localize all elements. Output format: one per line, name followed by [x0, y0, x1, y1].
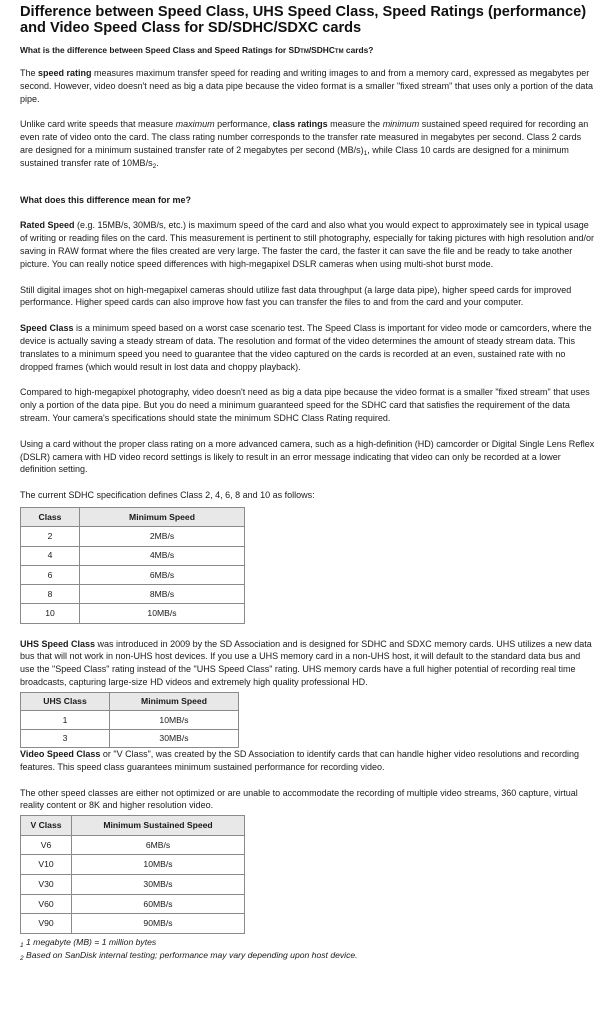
paragraph-proper-class: Using a card without the proper class rating on a more advanced camera, such as a high-definition (HD) camcorder or Digital Single Lens Reflex (DSLR) camera with HD video record settings is likely to result in an error message indicating that video can only be recorded at a lower definition setting.: [20, 438, 595, 475]
term-class-ratings: class ratings: [272, 119, 328, 130]
text: is a minimum speed based on a worst case scenario test. The Speed Class is important for video mode or camcorders, where the device is actually saving a steady stream of data. The resolution and format of the video determines the amount of steady stream data. This translates to a minimum speed you need to guarantee that the video captured on the cards is recorded at an even, sustained rate with no dropped frames (which would result in lost data and choppy playback).: [20, 323, 592, 372]
table-row: [21, 546, 245, 565]
table-cell: 10MB/s: [72, 855, 245, 875]
table-cell: V30: [21, 875, 72, 895]
term-speed-rating: speed rating: [38, 67, 92, 78]
speed-class-table: [20, 507, 245, 624]
table-row: [21, 855, 245, 875]
video-class-table: [20, 815, 245, 934]
paragraph-sdhc-spec: The current SDHC specification defines Class 2, 4, 6, 8 and 10 as follows:: [20, 490, 315, 501]
text: , while Class 10 cards are designed for a minimum sustained transfer rate of 10MB/s: [20, 144, 569, 168]
question-text: What is the difference between Speed Class and Speed Ratings for SD: [20, 45, 301, 56]
table-cell: 6: [21, 565, 80, 584]
trademark-mark: TM: [334, 49, 344, 56]
table-cell: 10MB/s: [80, 604, 245, 623]
term-video-speed-class: Video Speed Class: [20, 749, 101, 760]
table-header-row: [21, 692, 239, 710]
table-cell: 10MB/s: [110, 711, 239, 729]
column-header-minimum-sustained-speed: Minimum Sustained Speed: [72, 816, 245, 836]
question-difference: [20, 44, 596, 59]
table-cell: 8MB/s: [80, 585, 245, 604]
paragraph-speed-class: [20, 322, 596, 373]
footnote-mark: 2: [20, 954, 24, 962]
column-header-minimum-speed: Minimum Speed: [80, 507, 245, 526]
table-cell: 90MB/s: [72, 914, 245, 934]
footnote-ref-2: 2: [152, 162, 157, 170]
emphasis-minimum: minimum: [382, 119, 420, 130]
trademark-mark: TM: [300, 49, 309, 56]
text: .: [156, 157, 159, 168]
table-row: [21, 835, 245, 855]
paragraph-video-comparison: Compared to high-megapixel photography, video doesn't need as big a data pipe because the video format is a smaller "fixed stream" that uses only a portion of the data pipe. But you do need a minimum guaranteed speed for the SDHC card that satisfies the requirement of the data stream. Your camera's specifications should state the minimum SDHC Class Rating required.: [20, 387, 590, 423]
emphasis-maximum: maximum: [175, 119, 215, 130]
paragraph-other-classes: The other speed classes are either not optimized or are unable to accommodate the recording of multiple video streams, 360 capture, virtual reality content or 8K and higher resolution video.: [20, 787, 578, 811]
table-row: [21, 914, 245, 934]
table-row: [21, 527, 245, 546]
paragraph-still-images: Still digital images shot on high-megapixel cameras should utilize fast data throughput (a large data pipe), higher speed cards for improved performance. Higher speed cards can also improve how fast you can transfer the files to and from the card and your computer.: [20, 284, 572, 308]
column-header-uhs-class: UHS Class: [21, 692, 110, 710]
term-uhs-speed-class: UHS Speed Class: [20, 638, 96, 649]
term-rated-speed: Rated Speed: [20, 220, 75, 231]
table-cell: 1: [21, 711, 110, 729]
table-header-row: [21, 816, 245, 836]
table-row: [21, 565, 245, 584]
table-row: [21, 604, 245, 623]
table-cell: V90: [21, 914, 72, 934]
paragraph-speed-rating: [20, 67, 596, 105]
question-meaning: What does this difference mean for me?: [20, 194, 192, 205]
question-text-suffix: cards?: [343, 45, 374, 56]
table-row: [21, 711, 239, 729]
text: sustained speed required for recording an even rate of video onto the card. The class rating number corresponds to the transfer rate measured in megabytes per second. Class 2 cards are designed for a minimum sustained transfer rate of 2 megabytes per second (MB/s): [20, 119, 589, 155]
table-cell: V60: [21, 894, 72, 914]
table-cell: 30MB/s: [72, 875, 245, 895]
table-cell: 4MB/s: [80, 546, 245, 565]
text: performance,: [214, 119, 273, 130]
table-row: [21, 729, 239, 747]
text: measure the: [327, 119, 383, 130]
paragraph-uhs-speed-class: [20, 638, 596, 689]
table-cell: 60MB/s: [72, 894, 245, 914]
table-cell: 8: [21, 585, 80, 604]
table-cell: 3: [21, 729, 110, 747]
footnote-mark: 1: [20, 941, 24, 949]
question-text-mid: /SDHC: [308, 45, 335, 56]
table-header-row: [21, 507, 245, 526]
footnote-text: Based on SanDisk internal testing; performance may vary depending upon host device.: [23, 949, 358, 960]
uhs-class-table: [20, 692, 239, 748]
footnote-2: [20, 949, 596, 962]
text: was introduced in 2009 by the SD Association and is designed for SDHC and SDXC memory cards. UHS utilizes a new data bus that will not work in non-UHS host devices. If you use a UHS memory card in a non-UHS host, it will default to the standard data bus and use the "Speed Class" rating instead of the "UHS Speed Class" rating. UHS memory cards have a full higher potential of recording real time broadcasts, capturing large-size HD videos and extremely high quality professional HD.: [20, 638, 592, 688]
text: (e.g. 15MB/s, 30MB/s, etc.) is maximum speed of the card and also what you would expect to approximately see in typical usage of writing or reading files on the card. This measurement is pertinent to still photography, especially for taking pictures with high resolution and/or saving in RAW format where the files created are very large. The faster the card, the faster it can save the file and be ready to take another picture. You can really notice speed differences with high-megapixel DSLR cameras when using multi-shot burst mode.: [20, 220, 594, 269]
table-cell: V10: [21, 855, 72, 875]
paragraph-rated-speed: [20, 219, 596, 270]
text: or "V Class", was created by the SD Association to identify cards that can handle higher video resolutions and recording features. This speed class guarantees minimum sustained performance for recording video.: [20, 749, 580, 772]
column-header-v-class: V Class: [21, 816, 72, 836]
column-header-class: Class: [21, 507, 80, 526]
text: measures maximum transfer speed for reading and writing images to and from a memory card, expressed as megabytes per second. However, video doesn't need as big a data pipe because the video format is a smaller "fixed stream" that uses only a portion of the data pipe.: [20, 67, 593, 104]
table-cell: 30MB/s: [110, 729, 239, 747]
paragraph-video-speed-class: [20, 748, 596, 774]
paragraph-class-ratings: [20, 118, 596, 169]
footnote-ref-1: 1: [363, 149, 368, 157]
footnote-1: [20, 936, 596, 949]
footnote-text: 1 megabyte (MB) = 1 million bytes: [23, 936, 157, 947]
table-row: [21, 585, 245, 604]
table-row: [21, 894, 245, 914]
table-cell: 6MB/s: [80, 565, 245, 584]
table-row: [21, 875, 245, 895]
text: Unlike card write speeds that measure: [20, 119, 176, 130]
term-speed-class: Speed Class: [20, 323, 74, 334]
text: The: [20, 67, 39, 78]
table-cell: 6MB/s: [72, 835, 245, 855]
column-header-minimum-speed: Minimum Speed: [110, 692, 239, 710]
table-cell: 2MB/s: [80, 527, 245, 546]
table-cell: 10: [21, 604, 80, 623]
table-cell: 2: [21, 527, 80, 546]
table-cell: V6: [21, 835, 72, 855]
page-title: Difference between Speed Class, UHS Speed Class, Speed Ratings (performance) and Video Speed Class for SD/SDHC/SDXC cards: [20, 4, 587, 36]
table-cell: 4: [21, 546, 80, 565]
